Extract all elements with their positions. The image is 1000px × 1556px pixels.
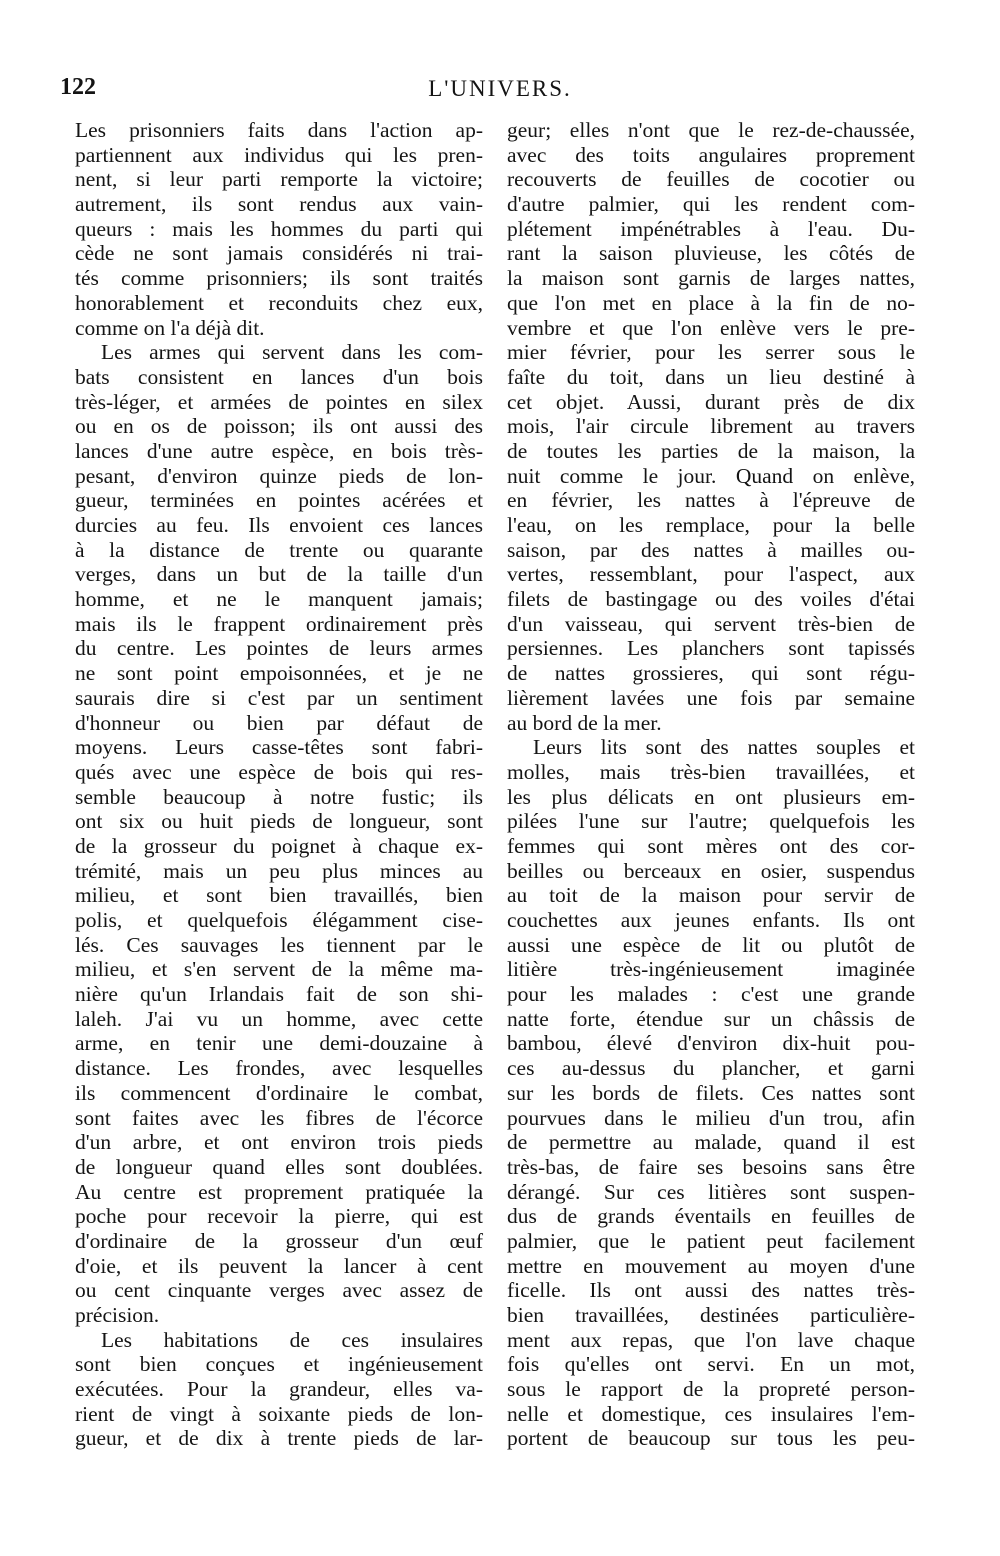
text-line: rient de vingt à soixante pieds de lon- (75, 1401, 483, 1426)
text-line: portent de beaucoup sur tous les peu- (507, 1426, 915, 1451)
text-line: mais ils le frappent ordinairement près (75, 611, 483, 636)
text-column-right (507, 118, 915, 1451)
text-line: verges, dans un but de la taille d'un (75, 562, 483, 587)
text-line: ment aux repas, que l'on lave chaque (507, 1327, 915, 1352)
text-line: la maison sont garnis de larges nattes, (507, 266, 915, 291)
text-line: milieu, et s'en servent de la même ma- (75, 957, 483, 982)
text-line: beilles ou berceaux en osier, suspendus (507, 858, 915, 883)
text-line: ou en os de poisson; ils ont aussi des (75, 414, 483, 439)
text-line: lièrement lavées une fois par semaine (507, 685, 915, 710)
running-title: L'UNIVERS. (428, 76, 572, 101)
text-line: d'honneur ou bien par défaut de (75, 710, 483, 735)
text-line: ont six ou huit pieds de longueur, sont (75, 809, 483, 834)
text-line: gueur, et de dix à trente pieds de lar- (75, 1426, 483, 1451)
text-line: rant la saison pluvieuse, les côtés de (507, 241, 915, 266)
text-line: en février, les nattes à l'épreuve de (507, 488, 915, 513)
text-line: mettre en mouvement au moyen d'une (507, 1253, 915, 1278)
text-line: d'oie, et ils peuvent la lancer à cent (75, 1253, 483, 1278)
text-line: au toit de la maison pour servir de (507, 883, 915, 908)
text-line: qués avec une espèce de bois qui res- (75, 759, 483, 784)
text-line: d'ordinaire de la grosseur d'un œuf (75, 1228, 483, 1253)
text-line: vembre et que l'on enlève vers le pre- (507, 315, 915, 340)
text-line: natte forte, étendue sur un châssis de (507, 1006, 915, 1031)
text-line: moyens. Leurs casse-têtes sont fabri- (75, 735, 483, 760)
text-line: d'un arbre, et ont environ trois pieds (75, 1130, 483, 1155)
text-line: de permettre au malade, quand il est (507, 1130, 915, 1155)
text-line: nent, si leur parti remporte la victoire; (75, 167, 483, 192)
text-line: comme on l'a déjà dit. (75, 315, 265, 340)
text-line: couchettes aux jeunes enfants. Ils ont (507, 908, 915, 932)
text-line: très-léger, et armées de pointes en silex (75, 389, 483, 414)
text-line: que l'on met en place à la fin de no- (507, 290, 915, 315)
text-line: gueur, terminées en pointes acérées et (75, 488, 483, 513)
text-line: durcies au feu. Ils envoient ces lances (75, 513, 483, 537)
text-line: Au centre est proprement pratiquée la (75, 1179, 483, 1204)
text-line: mois, l'air circule librement au travers (507, 414, 915, 439)
text-line: à la distance de trente ou quarante (75, 537, 483, 562)
text-line: d'autre palmier, qui les rendent com- (507, 192, 915, 217)
text-line: vertes, ressemblant, pour l'aspect, aux (507, 562, 915, 587)
text-line: très-bas, de faire ses besoins sans être (507, 1154, 915, 1179)
text-line: queurs : mais les hommes du parti qui (75, 216, 483, 241)
text-line: de nattes grossieres, qui sont régu- (507, 661, 915, 686)
text-line: filets de bastingage ou des voiles d'étai (507, 587, 915, 612)
text-line: femmes qui sont mères ont des cor- (507, 833, 915, 858)
text-line: molles, mais très-bien travaillées, et (507, 759, 915, 784)
text-line: de la grosseur du poignet à chaque ex- (75, 833, 483, 858)
text-line: ces au-dessus du plancher, et garni (507, 1056, 915, 1081)
text-line: plétement impénétrables à l'eau. Du- (507, 216, 915, 241)
text-line: ne sont point empoisonnées, et je ne (75, 661, 483, 686)
text-line: sous le rapport de la propreté person- (507, 1377, 915, 1402)
text-line: palmier, que le patient peut facilement (507, 1228, 915, 1253)
text-line: du centre. Les pointes de leurs armes (75, 636, 483, 661)
text-line: dus de grands éventails en feuilles de (507, 1204, 915, 1229)
text-line: mier février, pour les serrer sous le (507, 340, 915, 365)
text-line: cède ne sont jamais considérés ni trai- (75, 241, 483, 266)
text-line: nière qu'un Irlandais fait de son shi- (75, 982, 483, 1007)
text-line: Les armes qui servent dans les com- (101, 340, 483, 365)
text-line: poche pour recevoir la pierre, qui est (75, 1204, 483, 1229)
text-line: Les habitations de ces insulaires (101, 1327, 483, 1352)
text-line: de longueur quand elles sont doublées. (75, 1154, 483, 1179)
text-line: saison, par des nattes à mailles ou- (507, 537, 915, 562)
text-line: l'eau, on les remplace, pour la belle (507, 513, 915, 537)
text-line: geur; elles n'ont que le rez-de-chaussée, (507, 118, 915, 142)
text-line: partiennent aux individus qui les pren- (75, 142, 483, 167)
text-line: honorablement et reconduits chez eux, (75, 290, 483, 315)
text-line: trémité, mais un peu plus minces au (75, 858, 483, 883)
text-line: au bord de la mer. (507, 710, 662, 735)
text-line: sur les bords de filets. Ces nattes sont (507, 1080, 915, 1105)
text-line: exécutées. Pour la grandeur, elles va- (75, 1377, 483, 1402)
text-line: sont bien conçues et ingénieusement (75, 1352, 483, 1377)
text-line: tés comme prisonniers; ils sont traités (75, 266, 483, 291)
text-line: précision. (75, 1303, 160, 1327)
text-line: sont faites avec les fibres de l'écorce (75, 1105, 483, 1130)
text-line: ils commencent d'ordinaire le combat, (75, 1080, 483, 1105)
text-line: dérangé. Sur ces litières sont suspen- (507, 1179, 915, 1204)
text-line: arme, en tenir une demi-douzaine à (75, 1031, 483, 1056)
text-line: lés. Ces sauvages les tiennent par le (75, 932, 483, 957)
text-line: ficelle. Ils ont aussi des nattes très- (507, 1278, 915, 1303)
text-line: Les prisonniers faits dans l'action ap- (75, 118, 483, 142)
text-line: pesant, d'environ quinze pieds de lon- (75, 463, 483, 488)
text-line: autrement, ils sont rendus aux vain- (75, 192, 483, 217)
text-line: ou cent cinquante verges avec assez de (75, 1278, 483, 1303)
text-line: persiennes. Les planchers sont tapissés (507, 636, 915, 661)
text-line: bien travaillées, destinées particulière- (507, 1303, 915, 1327)
text-line: saurais dire si c'est par un sentiment (75, 685, 483, 710)
text-line: aussi une espèce de lit ou plutôt de (507, 932, 915, 957)
text-line: faîte du toit, dans un lieu destiné à (507, 364, 915, 389)
text-line: bats consistent en lances d'un bois (75, 364, 483, 389)
text-line: homme, et ne le manquent jamais; (75, 587, 483, 612)
text-line: Leurs lits sont des nattes souples et (533, 735, 915, 760)
text-line: nuit comme le jour. Quand on enlève, (507, 463, 915, 488)
text-line: lances d'une autre espèce, en bois très- (75, 438, 483, 463)
text-line: avec des toits angulaires proprement (507, 142, 915, 167)
text-line: polis, et quelquefois élégamment cise- (75, 908, 483, 932)
text-line: semble beaucoup à notre fustic; ils (75, 784, 483, 809)
text-line: laleh. J'ai vu un homme, avec cette (75, 1006, 483, 1031)
text-line: cet objet. Aussi, durant près de dix (507, 389, 915, 414)
text-line: fois qu'elles ont servi. En un mot, (507, 1352, 915, 1377)
text-line: les plus délicats en ont plusieurs em- (507, 784, 915, 809)
text-line: d'un vaisseau, qui servent très-bien de (507, 611, 915, 636)
text-line: bambou, élevé d'environ dix-huit pou- (507, 1031, 915, 1056)
text-line: pourvues dans le milieu d'un trou, afin (507, 1105, 915, 1130)
text-line: recouverts de feuilles de cocotier ou (507, 167, 915, 192)
text-line: de toutes les parties de la maison, la (507, 438, 915, 463)
text-line: pour les malades : c'est une grande (507, 982, 915, 1007)
page-number: 122 (60, 74, 96, 100)
text-line: nelle et domestique, ces insulaires l'em- (507, 1401, 915, 1426)
text-line: pilées l'une sur l'autre; quelquefois les (507, 809, 915, 834)
text-line: litière très-ingénieusement imaginée (507, 957, 915, 982)
text-line: distance. Les frondes, avec lesquelles (75, 1056, 483, 1081)
text-line: milieu, et sont bien travaillés, bien (75, 883, 483, 908)
text-column-left (75, 118, 483, 1451)
